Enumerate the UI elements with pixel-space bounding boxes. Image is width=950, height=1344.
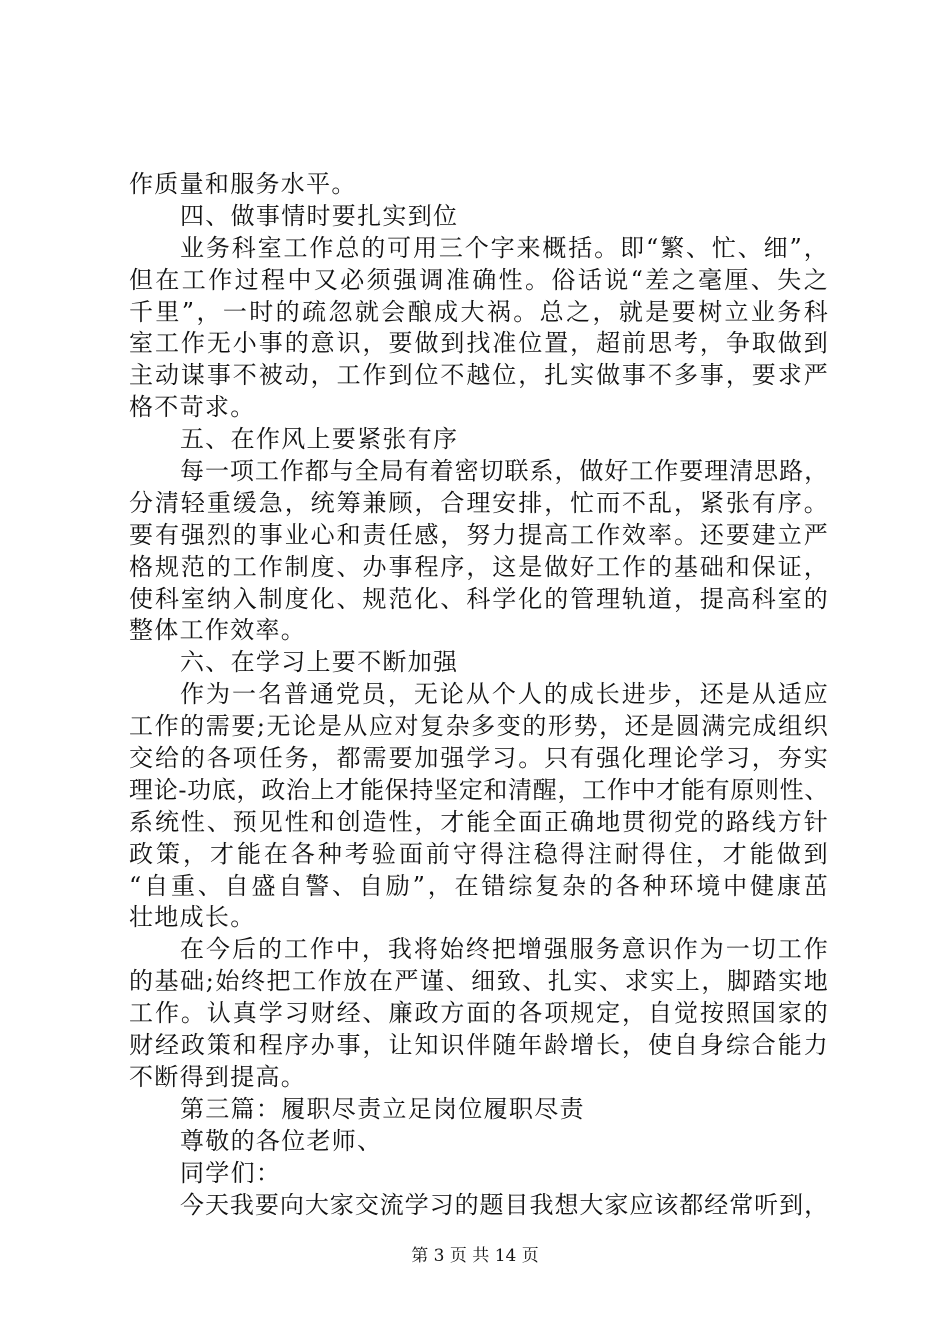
text-line: 但在工作过程中又必须强调准确性。俗话说“差之毫厘、失之 bbox=[129, 265, 829, 294]
text-line: 工作的需要;无论是从应对复杂多变的形势，还是圆满完成组织 bbox=[129, 712, 829, 741]
text-line: 室工作无小事的意识，要做到找准位置，超前思考，争取做到 bbox=[129, 329, 829, 358]
text-line: “自重、自盛自警、自励”，在错综复杂的各种环境中健康茁 bbox=[129, 871, 829, 900]
text-line: 整体工作效率。 bbox=[129, 616, 307, 645]
text-line: 格不苛求。 bbox=[129, 393, 256, 422]
text-line: 壮地成长。 bbox=[129, 903, 256, 932]
text-line: 作为一名普通党员，无论从个人的成长进步，还是从适应 bbox=[180, 680, 829, 709]
text-line: 主动谋事不被动，工作到位不越位，扎实做事不多事，要求严 bbox=[129, 361, 829, 390]
text-line: 要有强烈的事业心和责任感，努力提高工作效率。还要建立严 bbox=[129, 520, 829, 549]
text-line: 尊敬的各位老师、 bbox=[180, 1126, 383, 1155]
text-line: 理论-功底，政治上才能保持坚定和清醒，工作中才能有原则性、 bbox=[129, 775, 829, 804]
text-line: 同学们： bbox=[180, 1158, 282, 1187]
text-line: 格规范的工作制度、办事程序，这是做好工作的基础和保证， bbox=[129, 552, 829, 581]
text-line: 每一项工作都与全局有着密切联系，做好工作要理清思路， bbox=[180, 457, 829, 486]
text-line: 的基础;始终把工作放在严谨、细致、扎实、求实上，脚踏实地 bbox=[129, 967, 829, 996]
text-line: 工作。认真学习财经、廉政方面的各项规定，自觉按照国家的 bbox=[129, 999, 829, 1028]
text-line: 使科室纳入制度化、规范化、科学化的管理轨道，提高科室的 bbox=[129, 584, 829, 613]
text-line: 第三篇：履职尽责立足岗位履职尽责 bbox=[180, 1094, 585, 1123]
text-line: 四、做事情时要扎实到位 bbox=[180, 201, 459, 230]
page-footer: 第 3 页 共 14 页 bbox=[411, 1246, 539, 1266]
text-line: 六、在学习上要不断加强 bbox=[180, 648, 459, 677]
document-body bbox=[129, 169, 829, 1221]
text-line: 分清轻重缓急，统筹兼顾，合理安排，忙而不乱，紧张有序。 bbox=[129, 488, 829, 517]
text-line: 作质量和服务水平。 bbox=[129, 170, 357, 198]
text-line: 在今后的工作中，我将始终把增强服务意识作为一切工作 bbox=[180, 935, 829, 964]
text-line: 财经政策和程序办事，让知识伴随年龄增长，使自身综合能力 bbox=[129, 1031, 829, 1060]
text-line: 五、在作风上要紧张有序 bbox=[180, 425, 459, 454]
text-line: 系统性、预见性和创造性，才能全面正确地贯彻党的路线方针 bbox=[129, 807, 829, 836]
text-line: 业务科室工作总的可用三个字来概括。即“繁、忙、细”， bbox=[180, 233, 829, 262]
text-line: 千里”，一时的疏忽就会酿成大祸。总之，就是要树立业务科 bbox=[129, 297, 829, 326]
text-line: 今天我要向大家交流学习的题目我想大家应该都经常听到， bbox=[180, 1190, 829, 1219]
text-line: 政策，才能在各种考验面前守得注稳得注耐得住，才能做到 bbox=[129, 839, 829, 868]
text-line: 交给的各项任务，都需要加强学习。只有强化理论学习，夯实 bbox=[129, 744, 829, 773]
text-line: 不断得到提高。 bbox=[129, 1062, 307, 1091]
